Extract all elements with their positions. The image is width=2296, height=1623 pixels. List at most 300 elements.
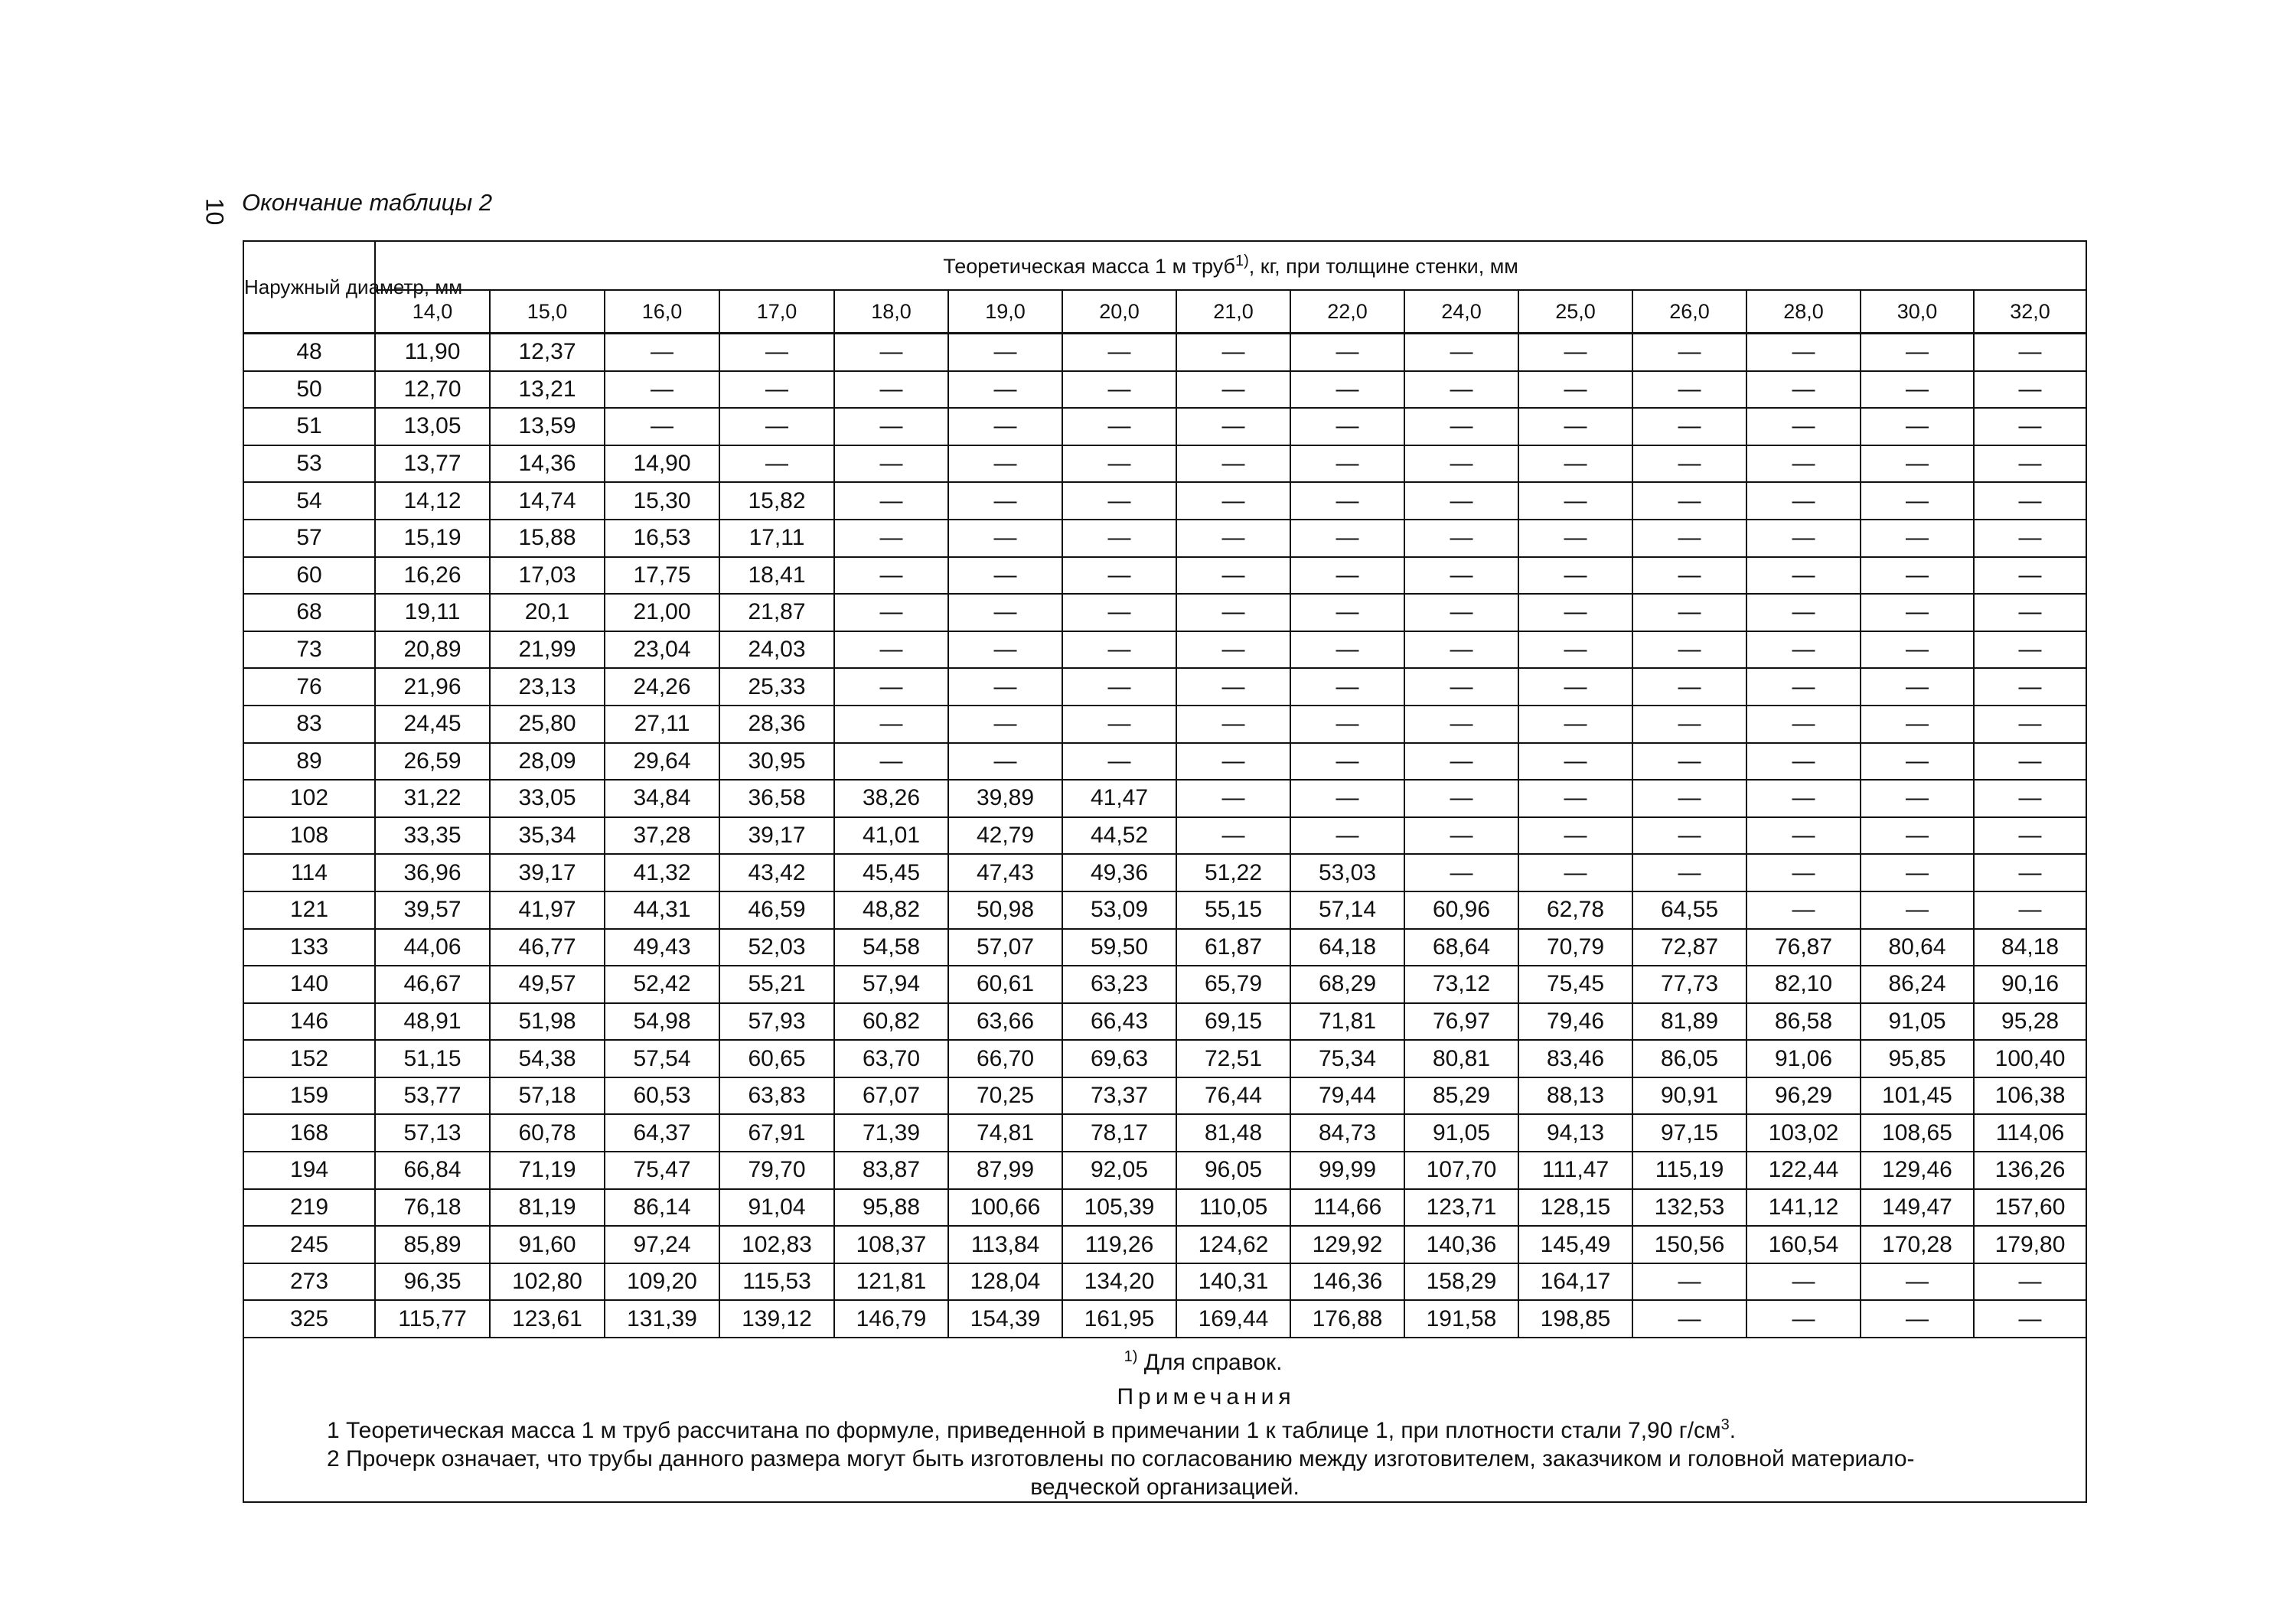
mass-cell: 123,61 bbox=[490, 1300, 605, 1338]
mass-cell: — bbox=[1746, 631, 1861, 669]
mass-cell: — bbox=[605, 371, 719, 409]
mass-cell: 95,85 bbox=[1861, 1040, 1974, 1077]
mass-cell: 23,04 bbox=[605, 631, 719, 669]
mass-cell: 132,53 bbox=[1632, 1189, 1746, 1227]
mass-cell: 21,87 bbox=[719, 594, 834, 631]
mass-cell: 46,67 bbox=[375, 966, 490, 1003]
mass-cell: 160,54 bbox=[1746, 1226, 1861, 1263]
mass-cell: 81,48 bbox=[1176, 1114, 1290, 1152]
thickness-header-cell: 20,0 bbox=[1062, 290, 1176, 334]
table-row bbox=[243, 334, 2086, 371]
mass-cell: 75,47 bbox=[605, 1152, 719, 1189]
mass-cell: 97,15 bbox=[1632, 1114, 1746, 1152]
mass-cell: — bbox=[1861, 891, 1974, 929]
mass-cell: — bbox=[1290, 706, 1404, 743]
mass-cell: — bbox=[1404, 371, 1518, 409]
thickness-header-cell: 26,0 bbox=[1632, 290, 1746, 334]
mass-cell: 100,66 bbox=[948, 1189, 1062, 1227]
mass-cell: — bbox=[1062, 371, 1176, 409]
mass-cell: — bbox=[1290, 445, 1404, 483]
mass-cell: 96,29 bbox=[1746, 1077, 1861, 1115]
mass-cell: — bbox=[1290, 743, 1404, 781]
mass-cell: — bbox=[1062, 520, 1176, 557]
mass-cell: 53,03 bbox=[1290, 854, 1404, 891]
mass-cell: 95,88 bbox=[834, 1189, 948, 1227]
table-row bbox=[243, 371, 2086, 409]
mass-cell: 128,04 bbox=[948, 1263, 1062, 1301]
mass-cell: — bbox=[1974, 631, 2086, 669]
mass-cell: — bbox=[1861, 780, 1974, 817]
mass-cell: 63,70 bbox=[834, 1040, 948, 1077]
mass-cell: — bbox=[1518, 631, 1632, 669]
mass-cell: 46,59 bbox=[719, 891, 834, 929]
mass-cell: 97,24 bbox=[605, 1226, 719, 1263]
mass-cell: 77,73 bbox=[1632, 966, 1746, 1003]
mass-cell: — bbox=[1290, 594, 1404, 631]
mass-cell: 41,32 bbox=[605, 854, 719, 891]
mass-cell: 176,88 bbox=[1290, 1300, 1404, 1338]
mass-cell: 27,11 bbox=[605, 706, 719, 743]
mass-cell: 55,15 bbox=[1176, 891, 1290, 929]
table-row bbox=[243, 706, 2086, 743]
mass-cell: — bbox=[1632, 780, 1746, 817]
diameter-cell: 57 bbox=[243, 520, 375, 557]
diameter-cell: 53 bbox=[243, 445, 375, 483]
mass-cell: 113,84 bbox=[948, 1226, 1062, 1263]
diameter-cell: 68 bbox=[243, 594, 375, 631]
table-row bbox=[243, 929, 2086, 966]
mass-cell: 96,05 bbox=[1176, 1152, 1290, 1189]
mass-cell: — bbox=[1404, 631, 1518, 669]
mass-cell: 129,92 bbox=[1290, 1226, 1404, 1263]
mass-cell: — bbox=[1176, 408, 1290, 445]
mass-cell: — bbox=[1746, 334, 1861, 371]
mass-cell: 39,17 bbox=[719, 817, 834, 855]
mass-cell: 63,23 bbox=[1062, 966, 1176, 1003]
mass-cell: 14,36 bbox=[490, 445, 605, 483]
mass-cell: 59,50 bbox=[1062, 929, 1176, 966]
mass-cell: 79,46 bbox=[1518, 1003, 1632, 1041]
mass-cell: 57,54 bbox=[605, 1040, 719, 1077]
table-row bbox=[243, 1263, 2086, 1301]
diameter-cell: 114 bbox=[243, 854, 375, 891]
mass-cell: 80,64 bbox=[1861, 929, 1974, 966]
table-row bbox=[243, 668, 2086, 706]
table-row bbox=[243, 482, 2086, 520]
thickness-header-cell: 15,0 bbox=[490, 290, 605, 334]
mass-cell: 57,14 bbox=[1290, 891, 1404, 929]
mass-cell: 157,60 bbox=[1974, 1189, 2086, 1227]
mass-cell: 60,96 bbox=[1404, 891, 1518, 929]
mass-cell: 21,00 bbox=[605, 594, 719, 631]
mass-cell: — bbox=[1176, 557, 1290, 595]
mass-cell: 16,26 bbox=[375, 557, 490, 595]
mass-cell: — bbox=[1290, 371, 1404, 409]
mass-cell: 48,91 bbox=[375, 1003, 490, 1041]
footnote bbox=[244, 1338, 2086, 1377]
mass-cell: — bbox=[1632, 668, 1746, 706]
mass-cell: 121,81 bbox=[834, 1263, 948, 1301]
mass-cell: 71,19 bbox=[490, 1152, 605, 1189]
mass-cell: 91,04 bbox=[719, 1189, 834, 1227]
mass-cell: — bbox=[1632, 557, 1746, 595]
mass-cell: — bbox=[1974, 408, 2086, 445]
mass-cell: 64,37 bbox=[605, 1114, 719, 1152]
thickness-header-cell: 18,0 bbox=[834, 290, 948, 334]
thickness-header-row bbox=[243, 290, 2086, 334]
mass-cell: — bbox=[1518, 445, 1632, 483]
mass-cell: — bbox=[1974, 743, 2086, 781]
mass-cell: 42,79 bbox=[948, 817, 1062, 855]
mass-cell: — bbox=[1518, 743, 1632, 781]
mass-cell: 86,58 bbox=[1746, 1003, 1861, 1041]
mass-cell: 79,70 bbox=[719, 1152, 834, 1189]
table-row bbox=[243, 891, 2086, 929]
mass-cell: 26,59 bbox=[375, 743, 490, 781]
mass-cell: 21,99 bbox=[490, 631, 605, 669]
mass-cell: 17,11 bbox=[719, 520, 834, 557]
mass-cell: — bbox=[834, 706, 948, 743]
mass-cell: — bbox=[948, 557, 1062, 595]
mass-cell: 14,74 bbox=[490, 482, 605, 520]
mass-cell: 70,79 bbox=[1518, 929, 1632, 966]
mass-cell: 140,31 bbox=[1176, 1263, 1290, 1301]
mass-cell: 72,87 bbox=[1632, 929, 1746, 966]
mass-cell: 14,12 bbox=[375, 482, 490, 520]
mass-cell: 28,09 bbox=[490, 743, 605, 781]
mass-cell: 52,03 bbox=[719, 929, 834, 966]
mass-cell: 67,07 bbox=[834, 1077, 948, 1115]
mass-cell: — bbox=[1746, 1263, 1861, 1301]
mass-cell: 41,97 bbox=[490, 891, 605, 929]
mass-cell: — bbox=[1404, 334, 1518, 371]
mass-cell: — bbox=[1404, 520, 1518, 557]
mass-cell: 84,73 bbox=[1290, 1114, 1404, 1152]
thickness-header-cell: 21,0 bbox=[1176, 290, 1290, 334]
mass-cell: 49,57 bbox=[490, 966, 605, 1003]
mass-cell: 85,89 bbox=[375, 1226, 490, 1263]
mass-cell: — bbox=[1062, 557, 1176, 595]
mass-cell: 85,29 bbox=[1404, 1077, 1518, 1115]
mass-cell: 13,21 bbox=[490, 371, 605, 409]
mass-cell: — bbox=[719, 408, 834, 445]
mass-cell: 39,17 bbox=[490, 854, 605, 891]
table-row bbox=[243, 1152, 2086, 1189]
mass-cell: 48,82 bbox=[834, 891, 948, 929]
mass-cell: 51,15 bbox=[375, 1040, 490, 1077]
table-row bbox=[243, 966, 2086, 1003]
mass-cell: 14,90 bbox=[605, 445, 719, 483]
mass-cell: — bbox=[1632, 482, 1746, 520]
mass-cell: — bbox=[1632, 854, 1746, 891]
mass-cell: 164,17 bbox=[1518, 1263, 1632, 1301]
mass-cell: 73,12 bbox=[1404, 966, 1518, 1003]
mass-cell: 24,03 bbox=[719, 631, 834, 669]
note-1-end: . bbox=[1729, 1418, 1737, 1444]
mass-cell: 30,95 bbox=[719, 743, 834, 781]
table-row bbox=[243, 854, 2086, 891]
thickness-header-cell: 16,0 bbox=[605, 290, 719, 334]
mass-cell: — bbox=[834, 371, 948, 409]
mass-cell: — bbox=[948, 408, 1062, 445]
thickness-header-cell: 22,0 bbox=[1290, 290, 1404, 334]
mass-header bbox=[375, 241, 2086, 290]
mass-cell: — bbox=[1746, 482, 1861, 520]
mass-cell: — bbox=[1861, 631, 1974, 669]
mass-cell: 64,18 bbox=[1290, 929, 1404, 966]
mass-cell: — bbox=[1746, 706, 1861, 743]
mass-cell: 46,77 bbox=[490, 929, 605, 966]
mass-cell: — bbox=[1974, 520, 2086, 557]
mass-cell: 17,75 bbox=[605, 557, 719, 595]
mass-cell: — bbox=[834, 668, 948, 706]
mass-cell: 91,60 bbox=[490, 1226, 605, 1263]
mass-cell: — bbox=[1518, 557, 1632, 595]
mass-cell: — bbox=[1974, 706, 2086, 743]
diameter-header: Наружный диаметр, мм bbox=[243, 241, 375, 334]
mass-cell: 24,26 bbox=[605, 668, 719, 706]
mass-cell: — bbox=[1062, 668, 1176, 706]
mass-cell: 146,79 bbox=[834, 1300, 948, 1338]
mass-cell: 62,78 bbox=[1518, 891, 1632, 929]
mass-cell: 33,35 bbox=[375, 817, 490, 855]
mass-cell: 86,14 bbox=[605, 1189, 719, 1227]
mass-cell: — bbox=[1746, 854, 1861, 891]
mass-cell: — bbox=[1746, 1300, 1861, 1338]
mass-cell: 122,44 bbox=[1746, 1152, 1861, 1189]
diameter-cell: 133 bbox=[243, 929, 375, 966]
mass-cell: 15,30 bbox=[605, 482, 719, 520]
mass-cell: — bbox=[1861, 743, 1974, 781]
table-body bbox=[243, 334, 2086, 1338]
mass-cell: — bbox=[1746, 594, 1861, 631]
mass-cell: 139,12 bbox=[719, 1300, 834, 1338]
mass-cell: — bbox=[1290, 631, 1404, 669]
mass-cell: — bbox=[719, 334, 834, 371]
mass-cell: 54,58 bbox=[834, 929, 948, 966]
mass-cell: 150,56 bbox=[1632, 1226, 1746, 1263]
mass-cell: 12,37 bbox=[490, 334, 605, 371]
mass-cell: 128,15 bbox=[1518, 1189, 1632, 1227]
mass-cell: 23,13 bbox=[490, 668, 605, 706]
mass-cell: — bbox=[1632, 334, 1746, 371]
mass-cell: 80,81 bbox=[1404, 1040, 1518, 1077]
mass-cell: 154,39 bbox=[948, 1300, 1062, 1338]
mass-cell: — bbox=[1974, 445, 2086, 483]
mass-cell: — bbox=[834, 408, 948, 445]
diameter-cell: 140 bbox=[243, 966, 375, 1003]
mass-header-text-end: , кг, при толщине стенки, мм bbox=[1248, 255, 1518, 278]
mass-cell: — bbox=[1632, 1300, 1746, 1338]
mass-cell: 64,55 bbox=[1632, 891, 1746, 929]
mass-cell: 158,29 bbox=[1404, 1263, 1518, 1301]
note-1 bbox=[244, 1411, 2086, 1445]
mass-cell: 123,71 bbox=[1404, 1189, 1518, 1227]
mass-cell: 170,28 bbox=[1861, 1226, 1974, 1263]
diameter-cell: 83 bbox=[243, 706, 375, 743]
mass-cell: 44,06 bbox=[375, 929, 490, 966]
mass-cell: 49,36 bbox=[1062, 854, 1176, 891]
mass-cell: 105,39 bbox=[1062, 1189, 1176, 1227]
mass-cell: 140,36 bbox=[1404, 1226, 1518, 1263]
mass-cell: 57,07 bbox=[948, 929, 1062, 966]
mass-cell: — bbox=[1861, 668, 1974, 706]
mass-cell: — bbox=[1518, 706, 1632, 743]
thickness-header-cell: 24,0 bbox=[1404, 290, 1518, 334]
diameter-cell: 50 bbox=[243, 371, 375, 409]
mass-cell: — bbox=[1176, 706, 1290, 743]
mass-cell: 49,43 bbox=[605, 929, 719, 966]
mass-cell: — bbox=[1632, 817, 1746, 855]
mass-cell: — bbox=[719, 445, 834, 483]
mass-cell: — bbox=[1632, 371, 1746, 409]
mass-cell: — bbox=[1404, 854, 1518, 891]
mass-cell: 87,99 bbox=[948, 1152, 1062, 1189]
mass-cell: — bbox=[605, 334, 719, 371]
mass-cell: 20,89 bbox=[375, 631, 490, 669]
mass-cell: — bbox=[1746, 445, 1861, 483]
mass-cell: 68,29 bbox=[1290, 966, 1404, 1003]
mass-cell: — bbox=[1062, 631, 1176, 669]
mass-cell: 83,87 bbox=[834, 1152, 948, 1189]
mass-cell: — bbox=[1176, 482, 1290, 520]
mass-cell: 11,90 bbox=[375, 334, 490, 371]
mass-cell: 18,41 bbox=[719, 557, 834, 595]
mass-cell: — bbox=[834, 743, 948, 781]
table-row bbox=[243, 780, 2086, 817]
mass-cell: 81,19 bbox=[490, 1189, 605, 1227]
mass-cell: 63,83 bbox=[719, 1077, 834, 1115]
mass-cell: — bbox=[1518, 408, 1632, 445]
mass-cell: — bbox=[948, 594, 1062, 631]
mass-cell: 73,37 bbox=[1062, 1077, 1176, 1115]
mass-cell: — bbox=[1974, 594, 2086, 631]
mass-cell: 131,39 bbox=[605, 1300, 719, 1338]
mass-header-footnote-mark: 1) bbox=[1234, 253, 1249, 269]
mass-cell: 75,45 bbox=[1518, 966, 1632, 1003]
mass-cell: 60,65 bbox=[719, 1040, 834, 1077]
note-1-sup: 3 bbox=[1720, 1416, 1730, 1434]
mass-cell: — bbox=[1861, 817, 1974, 855]
mass-cell: — bbox=[1290, 817, 1404, 855]
mass-cell: — bbox=[605, 408, 719, 445]
mass-cell: — bbox=[1404, 668, 1518, 706]
thickness-header-cell: 32,0 bbox=[1974, 290, 2086, 334]
mass-cell: 61,87 bbox=[1176, 929, 1290, 966]
mass-cell: 115,77 bbox=[375, 1300, 490, 1338]
mass-cell: — bbox=[1062, 408, 1176, 445]
mass-cell: 17,03 bbox=[490, 557, 605, 595]
mass-cell: 57,94 bbox=[834, 966, 948, 1003]
mass-cell: 39,57 bbox=[375, 891, 490, 929]
mass-cell: 198,85 bbox=[1518, 1300, 1632, 1338]
table-row bbox=[243, 1077, 2086, 1115]
thickness-header-cell: 19,0 bbox=[948, 290, 1062, 334]
mass-cell: — bbox=[1404, 445, 1518, 483]
mass-cell: 115,53 bbox=[719, 1263, 834, 1301]
mass-cell: — bbox=[1176, 520, 1290, 557]
mass-cell: 51,98 bbox=[490, 1003, 605, 1041]
mass-cell: — bbox=[1861, 482, 1974, 520]
diameter-cell: 152 bbox=[243, 1040, 375, 1077]
mass-cell: 60,78 bbox=[490, 1114, 605, 1152]
mass-cell: 60,53 bbox=[605, 1077, 719, 1115]
mass-cell: 36,58 bbox=[719, 780, 834, 817]
diameter-cell: 54 bbox=[243, 482, 375, 520]
mass-cell: — bbox=[1404, 706, 1518, 743]
table-caption: Окончание таблицы 2 bbox=[242, 189, 493, 216]
note-2: 2 Прочерк означает, что трубы данного размера могут быть изготовлены по согласованию между изготовителем, заказчиком и головной материало- bbox=[327, 1446, 1915, 1472]
mass-cell: 83,46 bbox=[1518, 1040, 1632, 1077]
mass-cell: — bbox=[834, 557, 948, 595]
mass-cell: 63,66 bbox=[948, 1003, 1062, 1041]
table-row bbox=[243, 631, 2086, 669]
mass-cell: — bbox=[1404, 817, 1518, 855]
mass-cell: 57,18 bbox=[490, 1077, 605, 1115]
mass-cell: — bbox=[1518, 520, 1632, 557]
diameter-cell: 51 bbox=[243, 408, 375, 445]
mass-cell: 66,84 bbox=[375, 1152, 490, 1189]
mass-cell: 114,06 bbox=[1974, 1114, 2086, 1152]
mass-cell: — bbox=[1290, 408, 1404, 445]
mass-cell: — bbox=[948, 334, 1062, 371]
mass-cell: — bbox=[1062, 445, 1176, 483]
mass-cell: — bbox=[1290, 668, 1404, 706]
mass-cell: 129,46 bbox=[1861, 1152, 1974, 1189]
mass-cell: 41,47 bbox=[1062, 780, 1176, 817]
footnote-text: Для справок. bbox=[1137, 1350, 1283, 1376]
mass-cell: 72,51 bbox=[1176, 1040, 1290, 1077]
mass-cell: — bbox=[1176, 668, 1290, 706]
mass-cell: — bbox=[1861, 557, 1974, 595]
mass-cell: — bbox=[1974, 334, 2086, 371]
mass-cell: 179,80 bbox=[1974, 1226, 2086, 1263]
mass-cell: — bbox=[1176, 743, 1290, 781]
mass-cell: — bbox=[1632, 445, 1746, 483]
mass-cell: 96,35 bbox=[375, 1263, 490, 1301]
diameter-cell: 146 bbox=[243, 1003, 375, 1041]
mass-cell: 76,87 bbox=[1746, 929, 1861, 966]
mass-cell: 36,96 bbox=[375, 854, 490, 891]
mass-cell: 15,82 bbox=[719, 482, 834, 520]
mass-cell: — bbox=[1404, 482, 1518, 520]
mass-cell: — bbox=[1404, 557, 1518, 595]
mass-cell: — bbox=[1518, 594, 1632, 631]
mass-cell: — bbox=[1861, 1300, 1974, 1338]
mass-cell: 25,80 bbox=[490, 706, 605, 743]
mass-cell: 102,83 bbox=[719, 1226, 834, 1263]
mass-cell: 95,28 bbox=[1974, 1003, 2086, 1041]
mass-cell: — bbox=[1176, 594, 1290, 631]
mass-cell: 78,17 bbox=[1062, 1114, 1176, 1152]
mass-cell: — bbox=[1974, 780, 2086, 817]
mass-cell: 106,38 bbox=[1974, 1077, 2086, 1115]
mass-cell: 54,38 bbox=[490, 1040, 605, 1077]
mass-cell: 16,53 bbox=[605, 520, 719, 557]
mass-cell: 109,20 bbox=[605, 1263, 719, 1301]
mass-cell: 90,16 bbox=[1974, 966, 2086, 1003]
mass-cell: — bbox=[1746, 817, 1861, 855]
diameter-cell: 89 bbox=[243, 743, 375, 781]
table-row bbox=[243, 1226, 2086, 1263]
table-row bbox=[243, 743, 2086, 781]
mass-cell: 65,79 bbox=[1176, 966, 1290, 1003]
mass-cell: — bbox=[1632, 520, 1746, 557]
mass-cell: — bbox=[1746, 743, 1861, 781]
diameter-cell: 159 bbox=[243, 1077, 375, 1115]
mass-cell: — bbox=[1518, 817, 1632, 855]
footnote-mark: 1) bbox=[1124, 1348, 1138, 1366]
